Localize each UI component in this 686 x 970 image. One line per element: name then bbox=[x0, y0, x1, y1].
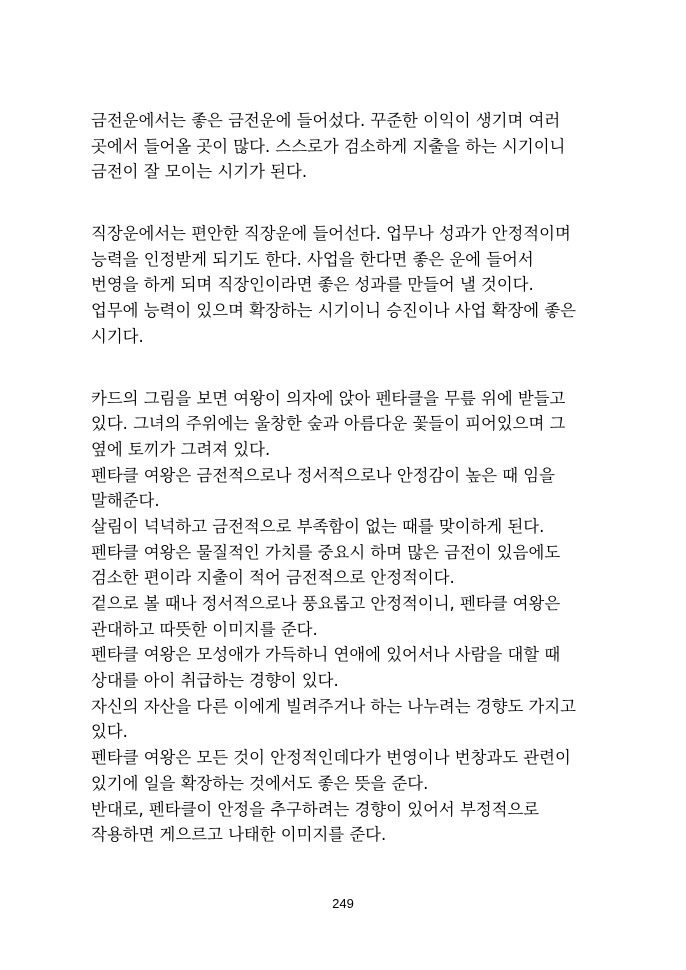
text-line: 번영을 하게 되며 직장인이라면 좋은 성과를 만들어 낼 것이다. bbox=[91, 275, 534, 295]
text-line: 상대를 아이 취급하는 경향이 있다. bbox=[91, 671, 339, 691]
text-line: 있다. 그녀의 주위에는 울창한 숲과 아름다운 꽃들이 피어있으며 그 bbox=[91, 414, 566, 434]
text-line: 검소한 편이라 지출이 적어 금전적으로 안정적이다. bbox=[91, 568, 455, 588]
text-line: 직장운에서는 편안한 직장운에 들어선다. 업무나 성과가 안정적이며 bbox=[91, 224, 571, 244]
text-line: 자신의 자산을 다른 이에게 빌려주거나 하는 나누려는 경향도 가지고 bbox=[91, 696, 577, 716]
paragraph-gap bbox=[91, 350, 601, 386]
text-line: 있기에 일을 확장하는 것에서도 좋은 뜻을 준다. bbox=[91, 773, 429, 793]
text-line: 관대하고 따뜻한 이미지를 준다. bbox=[91, 619, 318, 639]
text-line: 시기다. bbox=[91, 326, 144, 346]
text-line: 있다. bbox=[91, 722, 128, 742]
text-line: 겉으로 볼 때나 정서적으로나 풍요롭고 안정적이니, 펜타클 여왕은 bbox=[91, 594, 561, 613]
body-text bbox=[91, 108, 601, 848]
text-line: 옆에 토끼가 그려져 있다. bbox=[91, 439, 271, 459]
text-line: 반대로, 펜타클이 안정을 추구하려는 경향이 있어서 부정적으로 bbox=[91, 799, 540, 819]
text-line: 금전이 잘 모이는 시기가 된다. bbox=[91, 162, 308, 182]
text-line: 펜타클 여왕은 물질적인 가치를 중요시 하며 많은 금전이 있음에도 bbox=[91, 542, 561, 562]
text-line: 카드의 그림을 보면 여왕이 의자에 앉아 펜타클을 무릎 위에 받들고 bbox=[91, 388, 566, 408]
paragraph-card-description bbox=[91, 386, 601, 848]
paragraph-gap bbox=[91, 185, 601, 221]
text-line: 금전운에서는 좋은 금전운에 들어섰다. 꾸준한 이익이 생기며 여러 bbox=[91, 111, 561, 130]
text-line: 펜타클 여왕은 금전적으로나 정서적으로나 안정감이 높은 때 임을 bbox=[91, 465, 555, 485]
text-line: 작용하면 게으르고 나태한 이미지를 준다. bbox=[91, 825, 387, 845]
page-number: 249 bbox=[332, 896, 354, 911]
paragraph-money-luck bbox=[91, 108, 601, 185]
paragraph-career-luck bbox=[91, 221, 601, 349]
text-line: 펜타클 여왕은 모든 것이 안정적인데다가 번영이나 번창과도 관련이 bbox=[91, 748, 571, 768]
text-line: 살림이 넉넉하고 금전적으로 부족함이 없는 때를 맞이하게 된다. bbox=[91, 516, 545, 536]
text-line: 업무에 능력이 있으며 확장하는 시기이니 승진이나 사업 확장에 좋은 bbox=[91, 301, 577, 321]
text-line: 말해준다. bbox=[91, 491, 160, 511]
text-line: 곳에서 들어올 곳이 많다. 스스로가 검소하게 지출을 하는 시기이니 bbox=[91, 136, 566, 156]
text-line: 펜타클 여왕은 모성애가 가득하니 연애에 있어서나 사람을 대할 때 bbox=[91, 645, 561, 665]
text-line: 능력을 인정받게 되기도 한다. 사업을 한다면 좋은 운에 들어서 bbox=[91, 249, 534, 269]
